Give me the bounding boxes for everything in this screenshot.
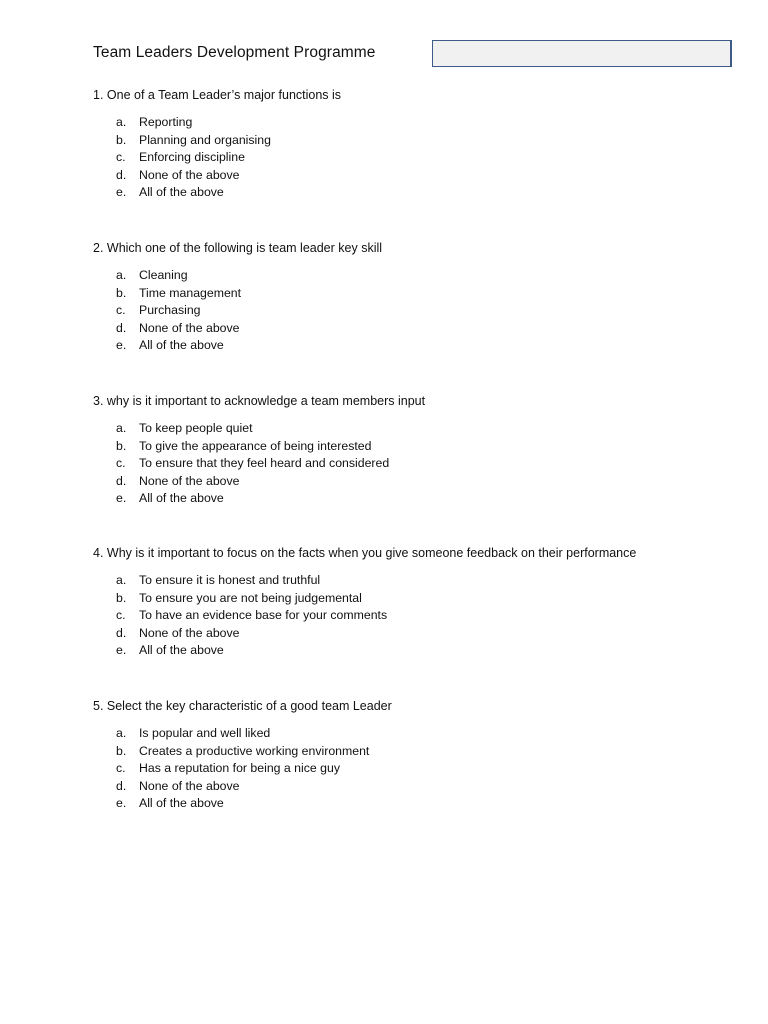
name-entry-box[interactable] <box>432 40 732 67</box>
option-a <box>116 421 389 439</box>
option-d <box>116 474 389 492</box>
option-c <box>116 303 241 321</box>
option-text: All of the above <box>139 643 224 658</box>
option-letter: a. <box>116 573 127 587</box>
page-title: Team Leaders Development Programme <box>93 44 376 61</box>
option-letter: c. <box>116 150 126 165</box>
option-text: All of the above <box>139 185 224 200</box>
option-letter: b. <box>116 743 127 758</box>
option-text: All of the above <box>139 796 224 811</box>
option-text: Purchasing <box>139 303 201 318</box>
option-text: To give the appearance of being interested <box>139 438 372 453</box>
option-c <box>116 608 387 626</box>
option-c <box>116 761 369 779</box>
option-text: Cleaning <box>139 268 188 282</box>
option-e <box>116 643 387 661</box>
option-text: Has a reputation for being a nice guy <box>139 761 340 776</box>
option-letter: e. <box>116 491 127 506</box>
option-letter: d. <box>116 320 127 335</box>
option-text: None of the above <box>139 320 240 335</box>
option-letter: d. <box>116 167 127 182</box>
option-letter: e. <box>116 643 127 658</box>
option-b <box>116 591 387 609</box>
option-b <box>116 439 389 457</box>
option-text: Planning and organising <box>139 132 271 147</box>
option-e <box>116 338 241 356</box>
options-list-5 <box>116 726 369 814</box>
option-text: None of the above <box>139 778 240 793</box>
option-letter: d. <box>116 625 127 640</box>
options-list-1 <box>116 115 271 203</box>
option-a <box>116 573 387 591</box>
option-text: Creates a productive working environment <box>139 743 370 758</box>
option-letter: a. <box>116 421 127 435</box>
option-text: None of the above <box>139 473 240 488</box>
option-letter: b. <box>116 590 127 605</box>
option-letter: b. <box>116 285 127 300</box>
options-list-2 <box>116 268 241 356</box>
option-b <box>116 286 241 304</box>
option-text: To keep people quiet <box>139 421 253 435</box>
question-4: 4. Why is it important to focus on the facts when you give someone feedback on their performance <box>93 546 637 560</box>
option-text: None of the above <box>139 167 240 182</box>
option-text: All of the above <box>139 491 224 506</box>
option-text: To ensure you are not being judgemental <box>139 590 362 605</box>
option-d <box>116 779 369 797</box>
option-d <box>116 168 271 186</box>
option-c <box>116 150 271 168</box>
option-a <box>116 115 271 133</box>
option-letter: c. <box>116 761 126 776</box>
option-text: Reporting <box>139 115 193 129</box>
question-5: 5. Select the key characteristic of a good team Leader <box>93 699 392 713</box>
option-a <box>116 726 369 744</box>
option-e <box>116 491 389 509</box>
option-letter: c. <box>116 303 126 318</box>
option-letter: a. <box>116 115 127 129</box>
options-list-3 <box>116 421 389 509</box>
option-d <box>116 626 387 644</box>
option-d <box>116 321 241 339</box>
option-letter: d. <box>116 473 127 488</box>
option-letter: c. <box>116 608 126 623</box>
option-e <box>116 185 271 203</box>
option-text: To ensure that they feel heard and considered <box>139 456 390 471</box>
option-letter: e. <box>116 338 127 353</box>
option-c <box>116 456 389 474</box>
option-letter: a. <box>116 268 127 282</box>
option-letter: e. <box>116 185 127 200</box>
question-1: 1. One of a Team Leader’s major functions is <box>93 88 342 102</box>
options-list-4 <box>116 573 387 661</box>
option-letter: b. <box>116 132 127 147</box>
option-letter: a. <box>116 726 127 740</box>
option-b <box>116 744 369 762</box>
option-e <box>116 796 369 814</box>
option-text: All of the above <box>139 338 224 353</box>
option-text: Is popular and well liked <box>139 726 271 740</box>
option-text: To have an evidence base for your comments <box>139 608 388 623</box>
option-a <box>116 268 241 286</box>
question-3: 3. why is it important to acknowledge a team members input <box>93 394 426 408</box>
option-text: To ensure it is honest and truthful <box>139 573 321 587</box>
option-text: None of the above <box>139 625 240 640</box>
option-text: Enforcing discipline <box>139 150 245 165</box>
question-2: 2. Which one of the following is team leader key skill <box>93 241 383 255</box>
option-letter: b. <box>116 438 127 453</box>
option-b <box>116 133 271 151</box>
option-letter: e. <box>116 796 127 811</box>
option-text: Time management <box>139 285 242 300</box>
option-letter: d. <box>116 778 127 793</box>
option-letter: c. <box>116 456 126 471</box>
